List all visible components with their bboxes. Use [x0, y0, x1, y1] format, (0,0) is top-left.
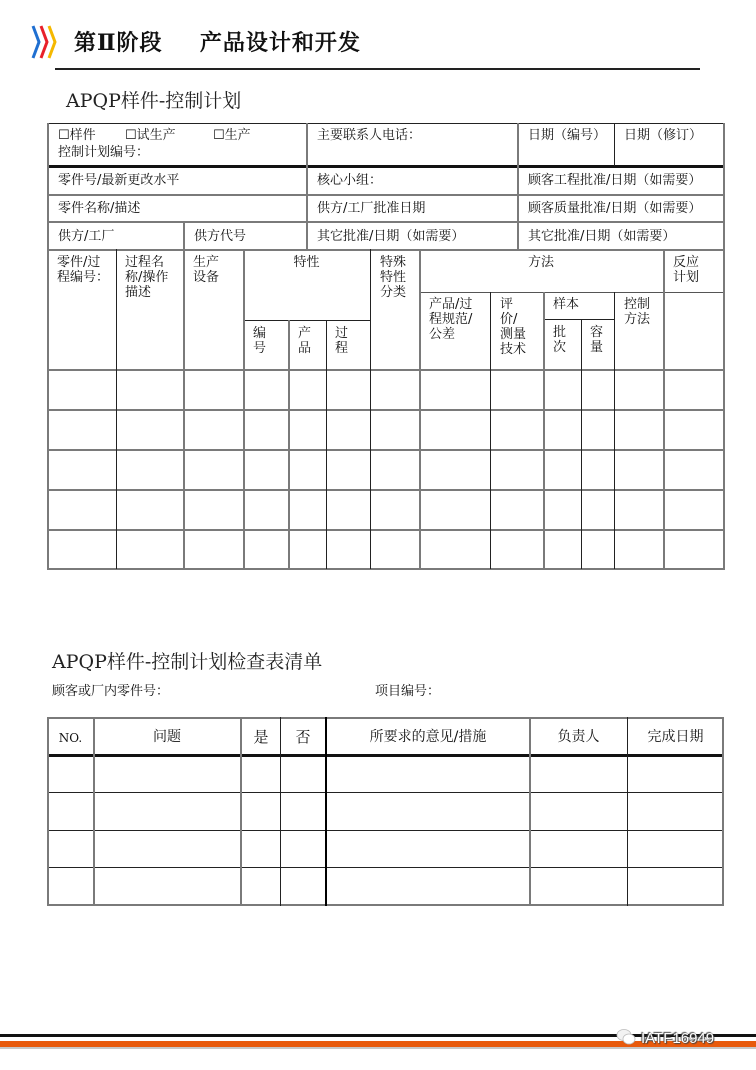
col-control-method: 控制方法 [624, 297, 651, 327]
supplier-approval-label: 供方/工厂批准日期 [317, 201, 426, 216]
table-border [48, 830, 724, 831]
table-border [243, 320, 370, 321]
table-border [663, 249, 665, 569]
table-border [722, 717, 724, 906]
table-border [723, 123, 725, 570]
other-approval-label: 其它批准/日期（如需要） [528, 229, 676, 244]
stage-label: 第Ⅱ阶段 [74, 30, 163, 56]
contact-phone-label: 主要联系人电话： [317, 128, 422, 143]
checkbox-prelaunch[interactable]: ☐试生产 [125, 128, 176, 143]
table-border [48, 194, 725, 196]
stage-title: 产品设计和开发 [199, 30, 361, 56]
table-border [48, 867, 724, 868]
table-border [280, 717, 281, 906]
part-number-label: 零件号/最新更改水平 [58, 173, 180, 188]
core-team-label: 核心小组： [317, 173, 383, 188]
logo-icon [30, 24, 58, 60]
table-border [48, 529, 725, 531]
table-border [490, 292, 491, 569]
table-border [183, 221, 185, 250]
page-header [74, 26, 361, 57]
customer-quality-approval-label: 顾客质量批准/日期（如需要） [528, 201, 702, 216]
table-border [419, 249, 421, 569]
table-border [93, 717, 95, 906]
table-border [325, 717, 327, 906]
table-border [240, 717, 242, 906]
col-no-answer: 否 [295, 728, 311, 746]
checkbox-prototype[interactable]: ☐样件 [58, 128, 96, 143]
table-border [116, 249, 117, 569]
table-border [48, 165, 725, 168]
col-due-date: 完成日期 [647, 729, 704, 745]
control-plan-title: APQP样件-控制计划 [66, 90, 242, 112]
part-name-label: 零件名称/描述 [58, 201, 141, 216]
table-border [48, 904, 724, 906]
other-approval-label: 其它批准/日期（如需要） [317, 229, 465, 244]
supplier-code-label: 供方代号 [194, 229, 247, 244]
col-comments-actions: 所要求的意见/措施 [369, 729, 487, 745]
table-border [306, 123, 308, 250]
table-border [517, 123, 519, 250]
table-border [48, 409, 725, 411]
col-char-product: 产品 [298, 326, 312, 356]
table-border [48, 123, 725, 124]
col-responsible: 负责人 [557, 729, 600, 745]
project-number-label: 项目编号： [375, 684, 441, 699]
footer-stripe-shadow [0, 1047, 756, 1049]
col-part-process-number: 零件/过程编号： [57, 255, 110, 285]
col-yes: 是 [253, 728, 269, 746]
customer-part-number-label: 顾客或厂内零件号： [52, 684, 170, 699]
table-border [326, 320, 327, 569]
col-sample: 样本 [553, 297, 580, 312]
col-machine: 生产设备 [193, 255, 220, 285]
table-border [627, 717, 628, 906]
table-border [183, 249, 185, 569]
plan-number-label: 控制计划编号： [58, 145, 150, 160]
table-border [581, 319, 582, 569]
table-border [543, 319, 614, 320]
table-border [47, 123, 49, 570]
table-border [48, 717, 724, 719]
table-border [614, 292, 615, 569]
table-border [288, 320, 290, 569]
table-border [243, 249, 245, 569]
table-border [48, 221, 725, 223]
col-no: NO. [58, 731, 83, 745]
col-sample-freq: 批次 [553, 325, 567, 355]
date-number-label: 日期（编号） [528, 128, 607, 143]
col-characteristics: 特性 [293, 255, 320, 270]
col-char-number: 编号 [253, 326, 267, 356]
col-sample-size: 容量 [590, 325, 604, 355]
checklist-title: APQP样件-控制计划检查表清单 [52, 651, 323, 673]
header-divider [55, 68, 700, 70]
table-border [48, 369, 725, 371]
table-border [48, 568, 725, 570]
checkbox-production[interactable]: ☐生产 [213, 128, 251, 143]
table-border [48, 449, 725, 451]
table-border [48, 249, 725, 251]
date-revision-label: 日期（修订） [624, 128, 703, 143]
table-border [370, 249, 371, 569]
col-question: 问题 [153, 729, 181, 745]
table-border [614, 123, 615, 166]
table-border [543, 292, 545, 569]
col-spec-tolerance: 产品/过程规范/公差 [429, 297, 473, 342]
col-special-class: 特殊特性分类 [380, 255, 407, 300]
table-border [529, 717, 531, 906]
table-border [48, 489, 725, 491]
col-methods: 方法 [527, 255, 554, 270]
col-process-name: 过程名称/操作描述 [125, 255, 169, 300]
table-border [48, 792, 724, 793]
watermark-text: IATF16949 [641, 1030, 715, 1047]
table-border [48, 754, 724, 757]
customer-eng-approval-label: 顾客工程批准/日期（如需要） [528, 173, 702, 188]
col-evaluation: 评价/测量技术 [500, 297, 527, 357]
supplier-plant-label: 供方/工厂 [58, 229, 115, 244]
wechat-icon [616, 1028, 636, 1046]
col-char-process: 过程 [335, 326, 349, 356]
col-reaction-plan: 反应计划 [673, 255, 700, 285]
table-border [419, 292, 725, 293]
